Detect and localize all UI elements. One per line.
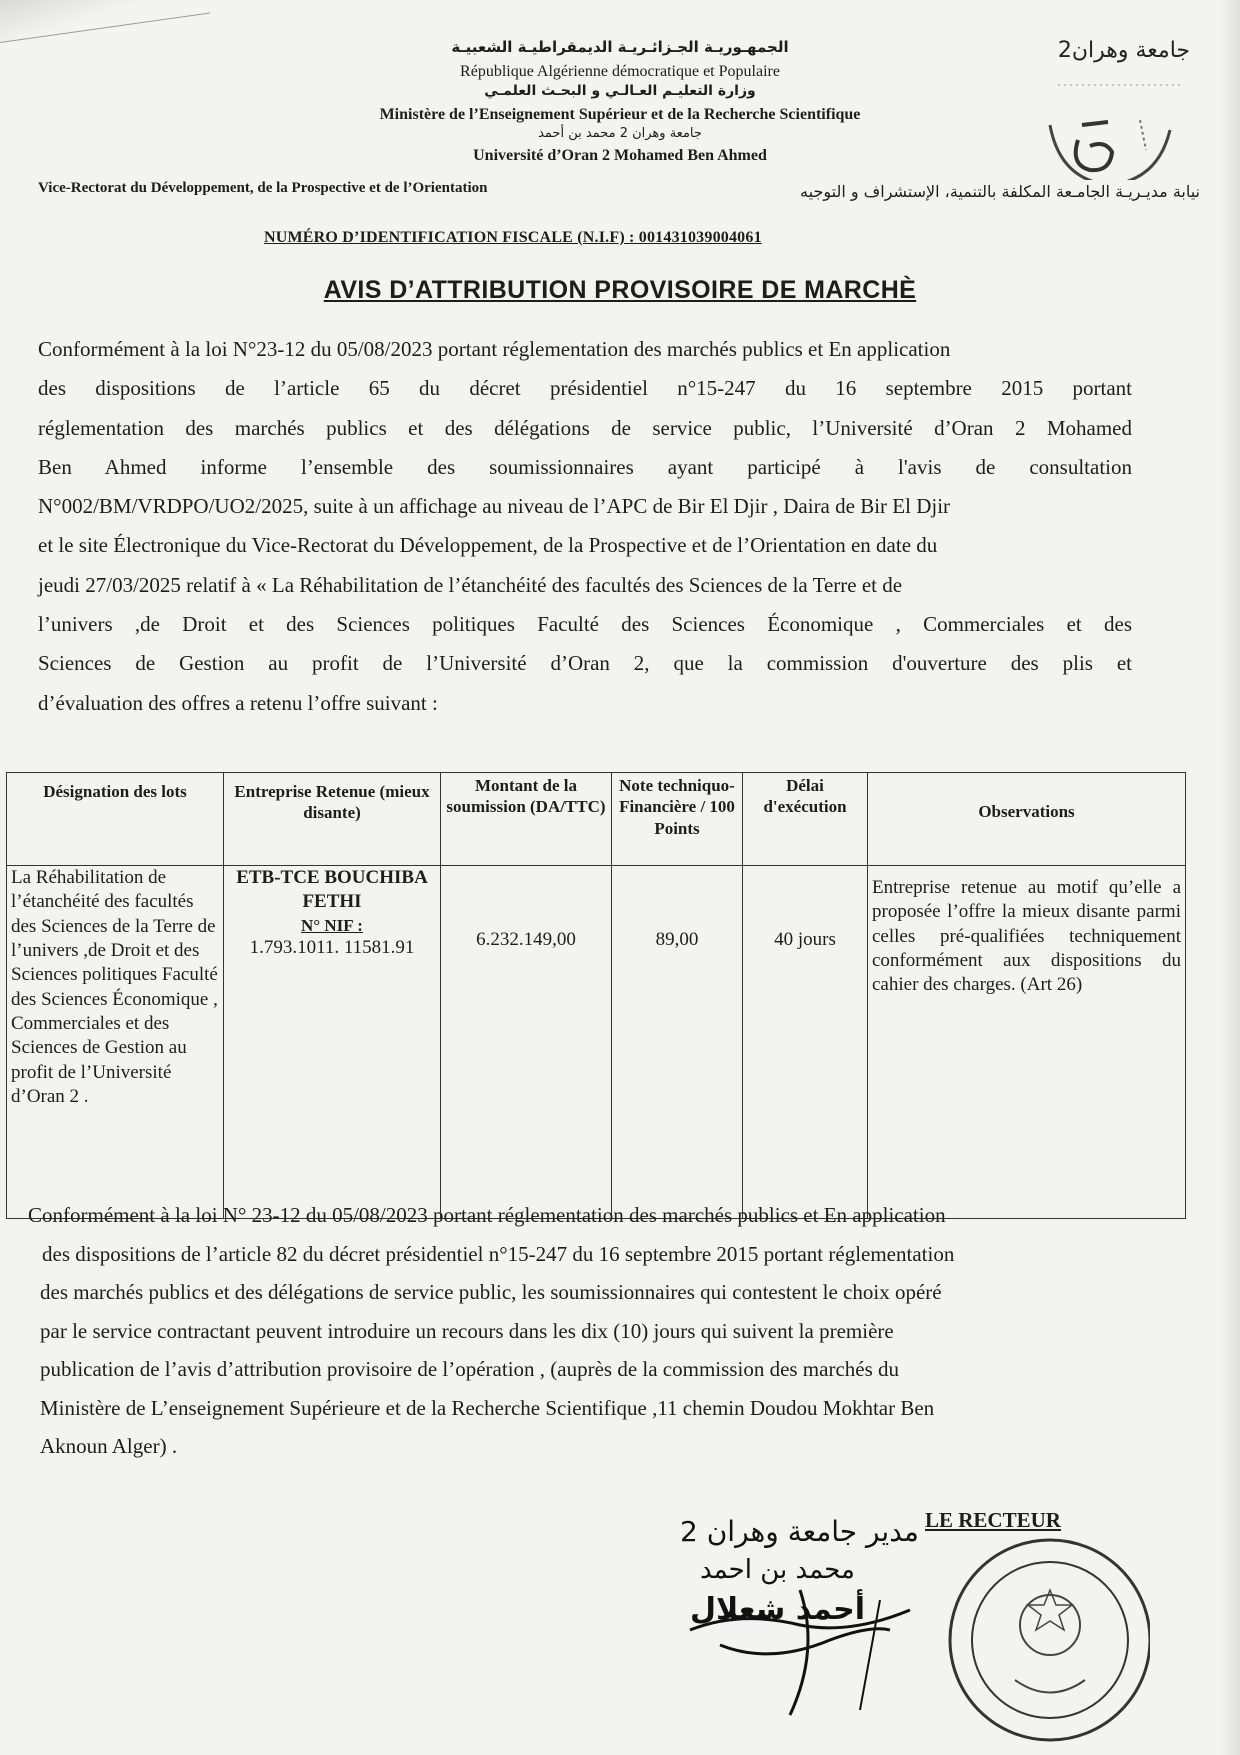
- intro-line: et le site Électronique du Vice-Rectorat du Développement, de la Prospective et de l’Orientation en date du: [38, 533, 938, 558]
- nif-line: NUMÉRO D’IDENTIFICATION FISCALE (N.I.F) : 001431039004061: [264, 229, 762, 246]
- intro-line: réglementation des marchés publics et des délégations de service public, l’Université d’Oran 2 Mohamed: [38, 415, 1132, 440]
- university-logo: [1030, 30, 1190, 180]
- cell-observations: Entreprise retenue au motif qu’elle a proposée l’offre la mieux disante parmi celles pré-qualifiées techniquement conformément aux dispositions du cahier des charges. (Art 26): [868, 866, 1186, 1219]
- signature-ar-line2: محمد بن احمد: [700, 1555, 855, 1585]
- intro-line: Sciences de Gestion au profit de l’Université d’Oran 2, que la commission d'ouverture des plis et: [38, 651, 1132, 676]
- closing-paragraph: [28, 1196, 1138, 1466]
- col-montant: Montant de la soumission (DA/TTC): [441, 773, 612, 866]
- closing-line: Conformément à la loi N° 23-12 du 05/08/2023 portant réglementation des marchés publics et En application: [28, 1203, 946, 1227]
- signature-title: LE RECTEUR: [925, 1508, 1061, 1532]
- col-entreprise: Entreprise Retenue (mieux disante): [224, 773, 441, 866]
- intro-line: jeudi 27/03/2025 relatif à « La Réhabilitation de l’étanchéité des facultés des Sciences de la Terre et de: [38, 572, 903, 597]
- col-designation: Désignation des lots: [7, 773, 224, 866]
- signature-ar-line1: مدير جامعة وهران 2: [680, 1515, 919, 1548]
- intro-paragraph: [38, 330, 1132, 723]
- cell-note: 89,00: [612, 866, 743, 1219]
- entreprise-nif: 1.793.1011. 11581.91: [249, 937, 415, 959]
- attribution-table: [6, 772, 1186, 1219]
- header-fr-ministry: Ministère de l’Enseignement Supérieur et de la Recherche Scientifique: [379, 106, 861, 123]
- closing-line: des marchés publics et des délégations de service public, les soumissionnaires qui contestent le choix opéré: [40, 1280, 942, 1304]
- closing-line: publication de l’avis d’attribution provisoire de l’opération , (auprès de la commission des marchés du: [40, 1357, 900, 1381]
- table-row: [7, 866, 1186, 1219]
- entreprise-name: ETB-TCE BOUCHIBA FETHI: [236, 867, 428, 913]
- intro-line: d’évaluation des offres a retenu l’offre suivant :: [38, 690, 438, 715]
- table-header-row: [7, 773, 1186, 866]
- closing-line: Ministère de L’enseignement Supérieure et de la Recherche Scientifique ,11 chemin Doudou Mokhtar Ben: [40, 1395, 935, 1420]
- folded-corner: [0, 0, 210, 43]
- handwritten-signature-icon: [680, 1570, 940, 1720]
- header-ar-ministry: وزارة التعليـم العـالـي و البحـث العلمـي: [484, 83, 756, 99]
- col-delai: Délai d'exécution: [743, 773, 868, 866]
- intro-line: l’univers ,de Droit et des Sciences politiques Faculté des Sciences Économique , Commerciales et des: [38, 612, 1132, 637]
- cell-montant: 6.232.149,00: [441, 866, 612, 1219]
- closing-line: des dispositions de l’article 82 du décret présidentiel n°15-247 du 16 septembre 2015 portant réglementation: [42, 1241, 955, 1266]
- cell-designation: La Réhabilitation de l’étanchéité des facultés des Sciences de la Terre de l’univers ,de Droit et des Sciences politiques Faculté des Sciences Économique , Commerciales et des Sciences de Gestion au profit de l’Université d’Oran 2 .: [7, 866, 224, 1219]
- official-stamp-icon: [920, 1530, 1150, 1750]
- intro-line: Ben Ahmed informe l’ensemble des soumissionnaires ayant participé à l'avis de consultation: [38, 454, 1132, 479]
- page-edge-shadow: [1220, 0, 1240, 1755]
- logo-title: جامعة وهران2: [1057, 38, 1190, 63]
- header-ar-vice-rectorat: نيابة مديـريـة الجامـعة المكلفة بالتنمية، الإستشراف و التوجيه: [800, 182, 1200, 201]
- col-observations: Observations: [868, 773, 1186, 866]
- intro-line: N°002/BM/VRDPO/UO2/2025, suite à un affichage au niveau de l’APC de Bir El Djir , Daira de Bir El Djir: [38, 494, 951, 519]
- intro-line: des dispositions de l’article 65 du décret présidentiel n°15-247 du 16 septembre 2015 portant: [38, 376, 1132, 401]
- header-ar-republic: الجمهـوريـة الجـزائـريـة الديمقراطيـة الشعبيـة: [451, 38, 789, 56]
- header-ar-university: جامعة وهران 2 محمد بن أحمد: [538, 126, 702, 141]
- signature-ar-line3: أحمد شعلال: [690, 1592, 866, 1627]
- page-title: AVIS D’ATTRIBUTION PROVISOIRE DE MARCHÈ: [323, 276, 917, 304]
- cell-delai: 40 jours: [743, 866, 868, 1219]
- closing-line: Aknoun Alger) .: [40, 1434, 178, 1458]
- header-fr-republic: République Algérienne démocratique et Populaire: [460, 63, 780, 80]
- intro-line: Conformément à la loi N°23-12 du 05/08/2023 portant réglementation des marchés publics et En application: [38, 337, 951, 361]
- header-fr-vice-rectorat: Vice-Rectorat du Développement, de la Prospective et de l’Orientation: [38, 180, 488, 196]
- closing-line: par le service contractant peuvent introduire un recours dans les dix (10) jours qui suivent la première: [40, 1318, 894, 1343]
- cell-entreprise: [224, 866, 441, 1219]
- col-note: Note techniquo-Financière / 100 Points: [612, 773, 743, 866]
- entreprise-nif-label: N° NIF :: [301, 915, 363, 935]
- header-fr-university: Université d’Oran 2 Mohamed Ben Ahmed: [473, 147, 767, 164]
